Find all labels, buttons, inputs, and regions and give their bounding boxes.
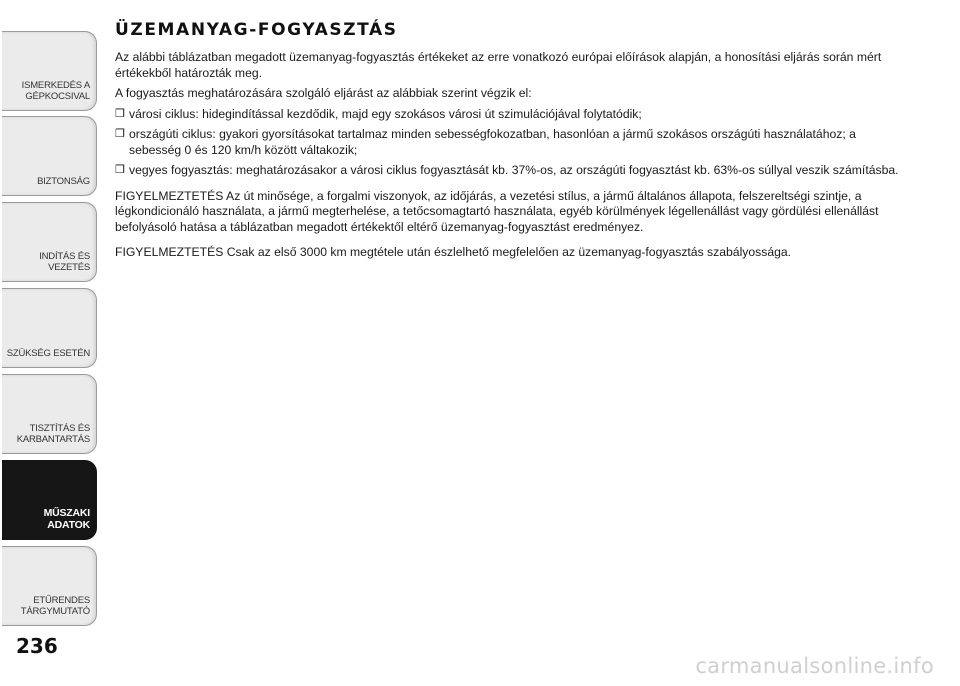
page-title: ÜZEMANYAG-FOGYASZTÁS <box>115 20 398 40</box>
tab-muszaki-adatok[interactable] <box>2 460 97 540</box>
sidebar <box>0 0 101 686</box>
tab-label: SZÜKSÉG ESETÉN <box>6 348 90 359</box>
tab-ismerkedes[interactable] <box>2 31 97 111</box>
tab-label: ETŰRENDES TÁRGYMUTATÓ <box>20 595 90 617</box>
main-content <box>115 20 905 266</box>
warning-paragraph: FIGYELMEZTETÉS Csak az első 3000 km megtétele után észlelhető megfelelően az üzemanyag-fogyasztás szabályossága. <box>115 245 792 259</box>
intro-paragraph: Az alábbi táblázatban megadott üzemanyag-fogyasztás értékeket az erre vonatkozó európai előírások alapján, a honosítási eljárás során mért értékekből határozták meg. <box>115 50 882 80</box>
list-item-orszaguti-ciklus <box>115 127 905 158</box>
list-item-vegyes-fogyasztas <box>115 163 905 179</box>
tab-label: ISMERKEDÉS A GÉPKOCSIVAL <box>21 80 90 102</box>
method-intro: A fogyasztás meghatározására szolgáló eljárást az alábbiak szerint végzik el: <box>115 86 532 100</box>
checkbox-bullet-icon: ❒ <box>115 107 125 120</box>
list-item-text: országúti ciklus: gyakori gyorsításokat tartalmaz minden sebességfokozatban, hasonlóan a jármű szokásos országúti használatához; a sebesség 0 és 120 km/h között váltakozik; <box>129 127 856 157</box>
warning-paragraph: FIGYELMEZTETÉS Az út minősége, a forgalmi viszonyok, az időjárás, a vezetési stílus, a jármű általános állapota, felszereltségi szintje, a légkondicionáló használata, a jármű megterhelése, a tetőcsomagtartó használata, egyéb körülmények légellenállást vagy gördülési ellenállást befolyásoló hatása a táblázatban megadott értékektől eltérő üzemanyag-fogyasztást eredményez. <box>115 188 879 234</box>
tab-label: INDÍTÁS ÉS VEZETÉS <box>39 251 90 273</box>
list-item-varosi-ciklus <box>115 107 905 123</box>
tab-tisztitas-es-karbantartas[interactable] <box>2 374 97 454</box>
list-item-text: városi ciklus: hidegindítással kezdődik, majd egy szokásos városi út szimulációjával folytatódik; <box>129 106 642 121</box>
tab-label: BIZTONSÁG <box>37 176 90 187</box>
tab-label: TISZTÍTÁS ÉS KARBANTARTÁS <box>16 423 90 445</box>
tab-inditas-es-vezetes[interactable] <box>2 202 97 282</box>
list-item-text: vegyes fogyasztás: meghatározásakor a városi ciklus fogyasztását kb. 37%-os, az országúti fogyasztást kb. 63%-os súllyal veszik számításba. <box>129 163 899 177</box>
page-number: 236 <box>16 634 58 658</box>
checkbox-bullet-icon: ❒ <box>115 128 125 140</box>
checkbox-bullet-icon: ❒ <box>115 164 125 176</box>
tab-label: MŰSZAKI ADATOK <box>43 507 90 531</box>
tab-targymutato[interactable] <box>2 546 97 626</box>
tab-szukseg-eseten[interactable] <box>2 288 97 368</box>
watermark: carmanualsonline.info <box>695 654 934 678</box>
tab-biztonsag[interactable] <box>2 116 97 196</box>
